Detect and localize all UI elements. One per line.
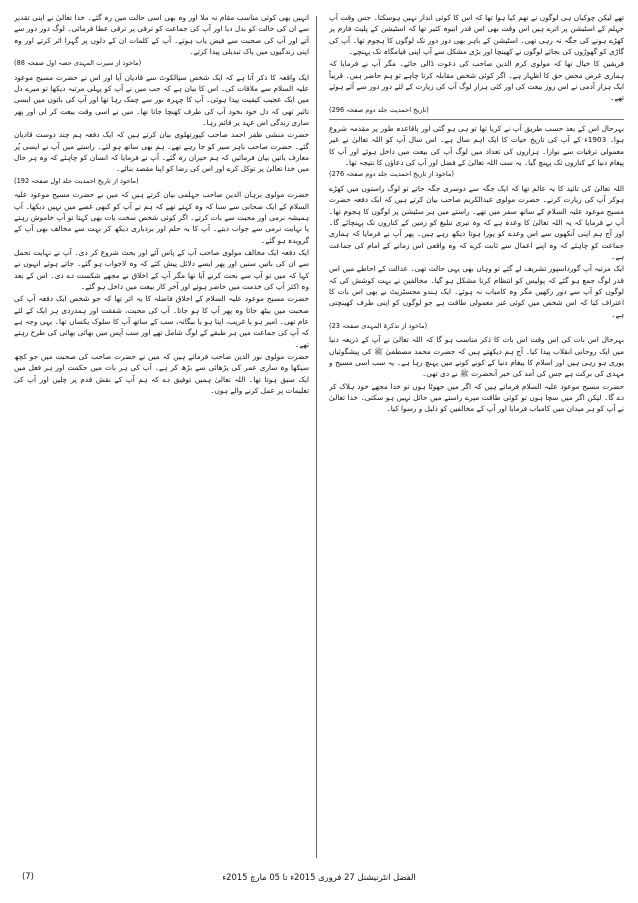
paragraph: انہیں بھی کوئی مناسب مقام نہ ملا اور وہ بھی اسی حالت میں رہ گئے۔ خدا تعالیٰ نے اپنی تقدیر سے ان کی حالت کو بدل دیا اور آپ کی جماعت کو ترقی پر ترقی عطا فرمائی۔ لوگ دور دور سے آتے اور آپ کی صحبت سے فیض یاب ہوتے۔ آپ کے کلمات ان کے دلوں پر گہرا اثر کرتے اور وہ اپنی زندگیوں میں پاک تبدیلی پیدا کرتے۔ xyxy=(14,13,309,57)
right-text-column xyxy=(329,12,624,862)
paragraph: ایک مرتبہ آپ گورداسپور تشریف لے گئے تو وہاں بھی یہی حالت تھی۔ عدالت کے احاطے میں اس قدر لوگ جمع ہو گئے کہ پولیس کو انتظام کرنا مشکل ہو گیا۔ مخالفین نے بہت کوشش کی کہ لوگوں کو آپ سے دور رکھیں مگر وہ کامیاب نہ ہوئے۔ ایک ہندو مجسٹریٹ نے بھی اس بات کا اعتراف کیا کہ اس شخص میں کوئی غیر معمولی طاقت ہے جو لوگوں کو اپنی طرف کھینچتی ہے۔ xyxy=(329,264,624,319)
left-text-column xyxy=(14,12,309,862)
section-divider xyxy=(329,119,624,120)
paragraph: ایک واقعہ کا ذکر آتا ہے کہ ایک شخص سیالکوٹ سے قادیان آیا اور اس نے حضرت مسیح موعود علیہ السلام سے ملاقات کی۔ اس کا بیان ہے کہ جب میں نے آپ کو پہلی مرتبہ دیکھا تو میرے دل میں ایک عجیب کیفیت پیدا ہوئی۔ آپ کا چہرہ نور سے چمک رہا تھا اور آپ کی باتوں میں ایسی تاثیر تھی کہ دل خود بخود آپ کی طرف کھنچا جاتا تھا۔ میں نے اسی وقت بیعت کر لی اور پھر ساری زندگی اس عہد پر قائم رہا۔ xyxy=(14,72,309,128)
column-divider xyxy=(316,16,317,858)
paragraph: اللہ تعالیٰ کی تائید کا یہ عالم تھا کہ ایک جگہ سے دوسری جگہ جاتے تو لوگ راستوں میں کھڑے ہوکر آپ کی زیارت کرتے۔ حضرت مولوی عبدالکریم صاحب بیان کرتے ہیں کہ ایک دفعہ حضرت مسیح موعود علیہ السلام کے ساتھ سفر میں تھے۔ راستے میں ہر سٹیشن پر لوگوں کا ہجوم تھا۔ آپ نے فرمایا کہ یہ اللہ تعالیٰ کا وعدہ ہے کہ وہ تیری تبلیغ کو زمین کے کناروں تک پہنچائے گا۔ اور آج ہم اپنی آنکھوں سے اس وعدے کو پورا ہوتا دیکھ رہے ہیں۔ پھر آپ نے فرمایا کہ ہماری جماعت کو چاہئے کہ وہ اپنے اعمال سے ثابت کرے کہ وہ واقعی اس زمانے کے امام کی جماعت ہے۔ xyxy=(329,183,624,261)
paragraph: حضرت مولوی برہان الدین صاحب جہلمی بیان کرتے ہیں کہ میں نے حضرت مسیح موعود علیہ السلام کے ایک صحابی سے سنا کہ وہ کہتے تھے کہ ہم نے آپ کو کبھی غصے میں نہیں دیکھا۔ آپ ہمیشہ نرمی اور محبت سے بات کرتے۔ اگر کوئی شخص سخت بات بھی کہتا تو آپ خاموش رہتے یا نہایت نرمی سے جواب دیتے۔ آپ کا یہ حلم اور بردباری دیکھ کر بہت سے مخالف بھی آپ کے گرویدہ ہو گئے۔ xyxy=(14,190,309,245)
paragraph: ایک دفعہ ایک مخالف مولوی صاحب آپ کے پاس آئے اور بحث شروع کر دی۔ آپ نے نہایت تحمل سے ان کی باتیں سنیں اور پھر ایسے دلائل پیش کئے کہ وہ لاجواب ہو گئے۔ جاتے ہوئے انہوں نے کہا کہ میں تو آپ سے بحث کرنے آیا تھا مگر آپ کے اخلاق نے مجھے شکست دے دی۔ اس کے بعد وہ اکثر آپ کی خدمت میں حاضر ہوتے اور آخر کار بیعت میں داخل ہو گئے۔ xyxy=(14,247,309,291)
paragraph: حضرت مسیح موعود علیہ السلام فرماتے ہیں کہ اگر میں جھوٹا ہوں تو خدا مجھے خود ہلاک کر دے گا۔ لیکن اگر میں سچا ہوں تو کوئی طاقت میرے راستے میں حائل نہیں ہو سکتی۔ خدا تعالیٰ نے آپ کو ہر میدان میں کامیاب فرمایا اور آپ کے مخالفین کو ذلیل و رسوا کیا۔ xyxy=(329,381,624,414)
reference-citation: (ماخوذ از تاریخ احمدیت جلد اول صفحہ 192) xyxy=(14,176,139,185)
publication-line: الفضل انٹرنیشنل 27 فروری 2015ء تا 05 مارچ 2015ء xyxy=(222,872,416,882)
paragraph: فریقین کا خیال تھا کہ مولوی کرم الدین صاحب کی دعوت ڈالی جائے۔ مگر آپ نے فرمایا کہ ہماری غرض محض حق کا اظہار ہے۔ اگر کوئی شخص مقابلہ کرنا چاہے تو ہم حاضر ہیں۔ قریباً ایک ہزار آدمی نے اس روز بیعت کی اور کئی ہزار لوگ آپ کی زیارت کے لئے دور دور سے آئے ہوئے تھے۔ xyxy=(329,59,624,103)
reference-citation: (ماخوذ از سیرت المہدی حصہ اول صفحہ 88) xyxy=(14,59,142,68)
paragraph: بہرحال اس کے بعد حسب طریق آپ نے کریا تھا تو ہی ہو گئی اور باقاعدہ طور پر مقدمہ شروع ہوا۔ 1903ء کے آپ کی تاریخ حیات کا ایک اہم سال ہے۔ اس سال آپ کو اللہ تعالیٰ نے غیر معمولی ترقیات سے نوازا۔ ہزاروں کی تعداد میں لوگ آپ کی بیعت میں داخل ہوئے اور آپ کا پیغام دنیا کے کناروں تک پہنچ گیا۔ یہ سب اللہ تعالیٰ کے فضل اور آپ کی دعاؤں کا نتیجہ تھا۔ xyxy=(329,124,624,168)
page-footer xyxy=(0,868,638,888)
newspaper-page xyxy=(14,12,624,862)
paragraph: تھے لیکن چوکیاں ہی لوگوں نے تھم کیا ہوا تھا کہ اس کا کوئی انداز نہیں ہوسکتا۔ جس وقت آپ جہلم کے اسٹیشن پر اترے ہیں اس وقت بھی اس قدر انبوہ کثیر تھا کہ اسٹیشن کے پلیٹ فارم پر کھڑے ہونے کی جگہ نہ رہی تھی۔ اسٹیشن کے باہر بھی دور دور تک لوگوں کا ہجوم تھا۔ آپ کی گاڑی کو گھوڑوں کی بجائے لوگوں نے کھینچا اور بڑی مشکل سے آپ اپنی قیامگاہ تک پہنچے۔ xyxy=(329,13,624,57)
page-number: (7) xyxy=(22,871,34,881)
reference-citation: (تاریخ احمدیت جلد دوم صفحہ 296) xyxy=(329,105,429,114)
reference-citation: (ماخوذ از تاریخ احمدیت جلد دوم صفحہ 276) xyxy=(329,170,454,179)
paragraph: حضرت منشی ظفر احمد صاحب کپورتھلوی بیان کرتے ہیں کہ ایک دفعہ ہم چند دوست قادیان گئے۔ حضرت صاحب باہر سیر کو جا رہے تھے۔ ہم بھی ساتھ ہو لئے۔ راستے میں آپ نے ایسی پُر معارف باتیں بیان فرمائیں کہ ہم حیران رہ گئے۔ آپ نے فرمایا کہ انسان کو چاہئے کہ وہ ہر حال میں خدا تعالیٰ پر توکل کرے اور اس کی رضا کو اپنا مقصد بنائے۔ xyxy=(14,130,309,174)
paragraph: حضرت مسیح موعود علیہ السلام کے اخلاق فاضلہ کا یہ اثر تھا کہ جو شخص ایک دفعہ آپ کی صحبت میں بیٹھ جاتا وہ پھر آپ کا ہو جاتا۔ آپ کی محبت، شفقت اور ہمدردی ہر ایک کے لئے عام تھی۔ امیر ہو یا غریب، اپنا ہو یا بیگانہ، سب کے ساتھ آپ کا سلوک یکساں تھا۔ یہی وجہ ہے کہ آپ کی جماعت میں ہر طبقے کے لوگ شامل تھے اور سب آپس میں بھائی بھائی کی طرح رہتے تھے۔ xyxy=(14,294,309,349)
paragraph: حضرت مولوی نور الدین صاحب فرماتے ہیں کہ میں نے حضرت صاحب کی صحبت میں جو کچھ سیکھا وہ ساری عمر کی پڑھائی سے بڑھ کر ہے۔ آپ کی ہر بات میں حکمت اور ہر فعل میں ایک سبق ہوتا تھا۔ اللہ تعالیٰ ہمیں توفیق دے کہ ہم آپ کے نقش قدم پر چلیں اور آپ کی تعلیمات پر عمل کرنے والے ہوں۔ xyxy=(14,351,309,395)
paragraph: بہرحال اس بات کی اس وقت اس بات کا ذکر مناسب ہو گا کہ اللہ تعالیٰ نے آپ کے ذریعہ دنیا میں ایک روحانی انقلاب پیدا کیا۔ آج ہم دیکھتے ہیں کہ حضرت محمد مصطفیٰ ﷺ کی پیشگوئیاں پوری ہو رہی ہیں اور اسلام کا پیغام دنیا کے کونے کونے میں پہنچ رہا ہے۔ یہ سب اسی مسیح و مہدی کی برکت ہے جس کی آمد کی خبر آنحضرت ﷺ نے دی تھی۔ xyxy=(329,335,624,379)
reference-citation: (ماخوذ از تذکرۃ المہدی صفحہ 23) xyxy=(329,321,428,330)
